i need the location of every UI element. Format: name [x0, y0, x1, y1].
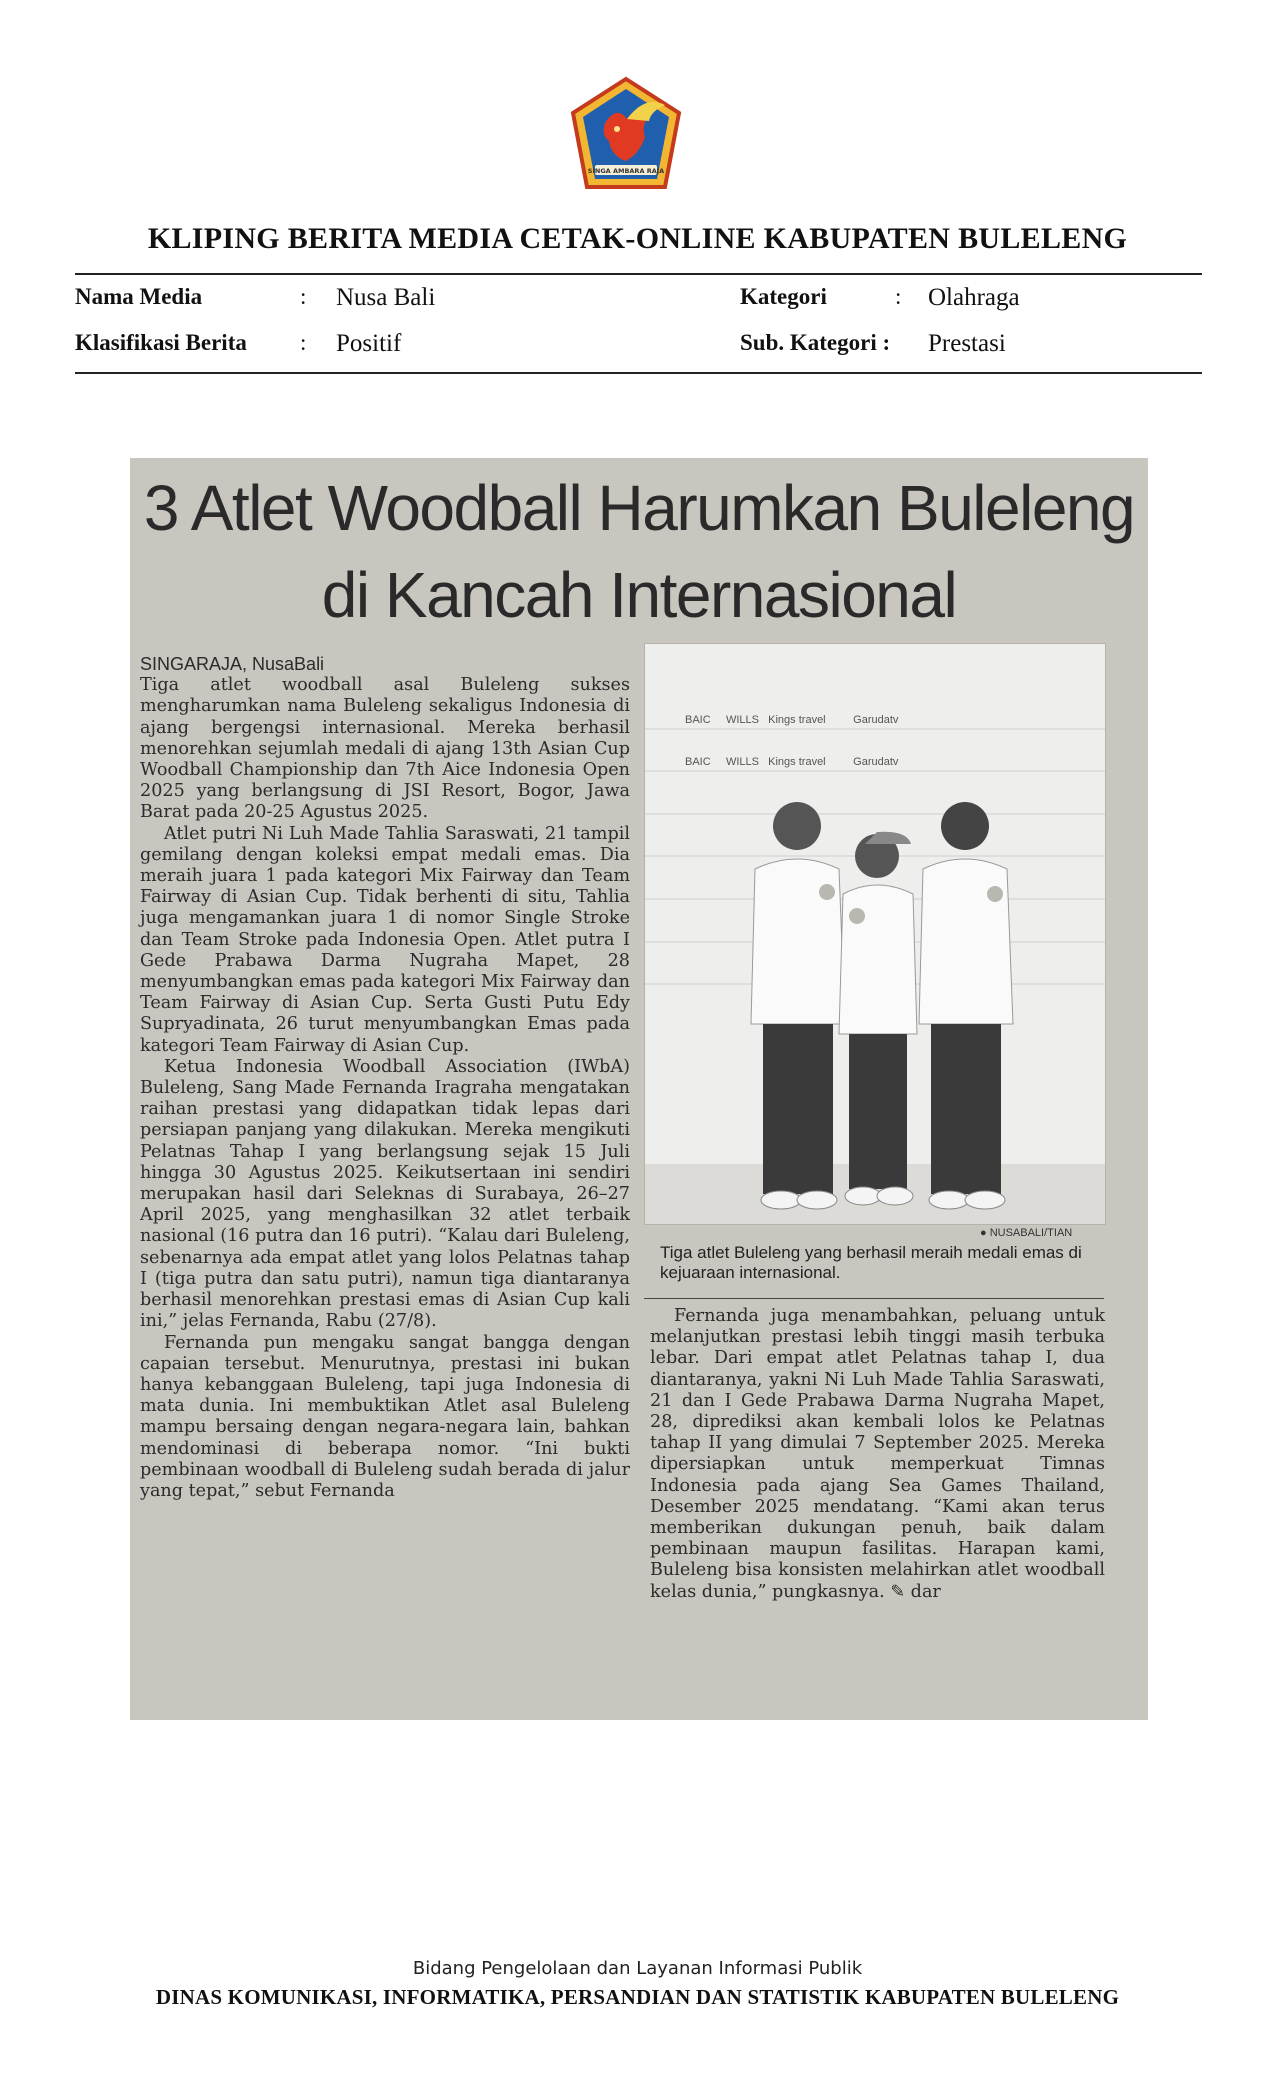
- photo-credit: ● NUSABALI/TIAN: [980, 1227, 1073, 1239]
- caption-divider: [644, 1298, 1104, 1299]
- kategori-label: Kategori: [740, 284, 827, 309]
- media-row: [75, 284, 202, 310]
- subkategori-label: Sub. Kategori :: [740, 330, 891, 355]
- header-divider-top: [75, 273, 1202, 275]
- article-paragraph: Atlet putri Ni Luh Made Tahlia Saraswati, 21 tampil gemilang dengan koleksi empat medali emas. Dia meraih juara 1 pada kategori Mix Fairway dan Team Fairway di Asian Cup. Tidak berhenti di situ, Tahlia juga mengamankan juara 1 di nomor Single Stroke dan Team Stroke pada Indonesia Open. Atlet putra I Gede Prabawa Darma Nugraha Mapet, 28 menyumbangkan emas pada kategori Mix Fairway dan Team Fairway di Asian Cup. Serta Gusti Putu Edy Supryadinata, 26 turut menyumbangkan Emas pada kategori Team Fairway di Asian Cup.: [140, 823, 630, 1056]
- athletes-photo: [644, 643, 1106, 1225]
- media-colon: :: [300, 284, 307, 309]
- article-left-column: [140, 654, 630, 1502]
- article-paragraph: Ketua Indonesia Woodball Association (IWbA) Buleleng, Sang Made Fernanda Iragraha mengatakan raihan prestasi yang didapatkan tidak lepas dari persiapan panjang yang dilakukan. Mereka mengikuti Pelatnas Tahap I yang berlangsung sejak 15 Juli hingga 30 Agustus 2025. Keikutsertaan ini sendiri merupakan hasil dari Seleknas di Surabaya, 26–27 April 2025, yang menghasilkan 32 atlet terbaik nasional (16 putra dan 16 putri). “Kalau dari Buleleng, sebenarnya ada empat atlet yang lolos Pelatnas tahap I (tiga putra dan satu putri), namun tiga diantaranya berhasil menorehkan prestasi emas di Asian Cup kali ini,” jelas Fernanda, Rabu (27/8).: [140, 1056, 630, 1332]
- media-label: Nama Media: [75, 284, 203, 309]
- logo-motto-text: SINGA AMBARA RAJA: [587, 167, 665, 175]
- backdrop-brands: BAIC WILLS Kings travel Garudatv: [685, 756, 899, 768]
- article-paragraph: Fernanda pun mengaku sangat bangga dengan capaian tersebut. Menurutnya, prestasi ini bukan hanya kebanggaan Buleleng, tapi juga Indonesia di mata dunia. Ini membuktikan Atlet asal Buleleng mampu bersaing dengan negara-negara lain, bahkan mendominasi di beberapa nomor. “Ini bukti pembinaan woodball di Buleleng sudah berada di jalur yang tepat,” sebut Fernanda: [140, 1332, 630, 1501]
- article-paragraph: Fernanda juga menambahkan, peluang untuk melanjutkan prestasi lebih tinggi masih terbuka lebar. Dari empat atlet Pelatnas tahap I, dua diantaranya, yakni Ni Luh Made Tahlia Saraswati, 21 dan I Gede Prabawa Darma Nugraha Mapet, 28, diprediksi akan kembali lolos ke Pelatnas tahap II yang dimulai 7 September 2025. Mereka dipersiapkan untuk memperkuat Timnas Indonesia pada ajang Sea Games Thailand, Desember 2025 mendatang. “Kami akan terus memberikan dukungan penuh, baik dalam pembinaan maupun fasilitas. Harapan kami, Buleleng bisa konsisten melahirkan atlet woodball kelas dunia,” pungkasnya. ✎ dar: [650, 1306, 1105, 1602]
- article-paragraph: Tiga atlet woodball asal Buleleng sukses mengharumkan nama Buleleng sekaligus Indonesia di ajang bergengsi internasional. Mereka berhasil menorehkan sejumlah medali di ajang 13th Asian Cup Woodball Championship dan 7th Aice Indonesia Open 2025 yang berlangsung di JSI Resort, Bogor, Jawa Barat pada 20-25 Agustus 2025.: [140, 675, 630, 823]
- klasifikasi-value: Positif: [336, 330, 402, 357]
- article-right-column: [650, 1306, 1105, 1603]
- page-title: KLIPING BERITA MEDIA CETAK-ONLINE KABUPATEN BULELENG: [147, 222, 1128, 255]
- klasifikasi-label: Klasifikasi Berita: [75, 330, 247, 355]
- photo-caption: Tiga atlet Buleleng yang berhasil meraih medali emas di kejuaraan internasional.: [660, 1243, 1082, 1282]
- kategori-value: Olahraga: [928, 284, 1020, 311]
- kategori-colon: :: [895, 284, 902, 309]
- subkategori-value: Prestasi: [928, 330, 1006, 357]
- media-value: Nusa Bali: [336, 284, 436, 311]
- buleleng-crest-logo: [565, 75, 687, 197]
- footer-department: Bidang Pengelolaan dan Layanan Informasi Publik: [412, 1958, 863, 1979]
- klasifikasi-row: [75, 330, 247, 356]
- klasifikasi-colon: :: [300, 330, 307, 355]
- news-clipping: [130, 458, 1148, 1720]
- header-divider-bottom: [75, 372, 1202, 374]
- dateline: SINGARAJA, NusaBali: [140, 654, 325, 674]
- subkategori-row: [740, 330, 890, 356]
- kategori-row: [740, 284, 827, 310]
- athletes-figures: [645, 644, 1105, 1224]
- backdrop-brands: BAIC WILLS Kings travel Garudatv: [685, 714, 899, 726]
- headline-line-2: di Kancah Internasional: [321, 559, 957, 631]
- footer-agency: DINAS KOMUNIKASI, INFORMATIKA, PERSANDIAN DAN STATISTIK KABUPATEN BULELENG: [155, 1985, 1120, 2009]
- headline-line-1: 3 Atlet Woodball Harumkan Buleleng: [143, 472, 1135, 544]
